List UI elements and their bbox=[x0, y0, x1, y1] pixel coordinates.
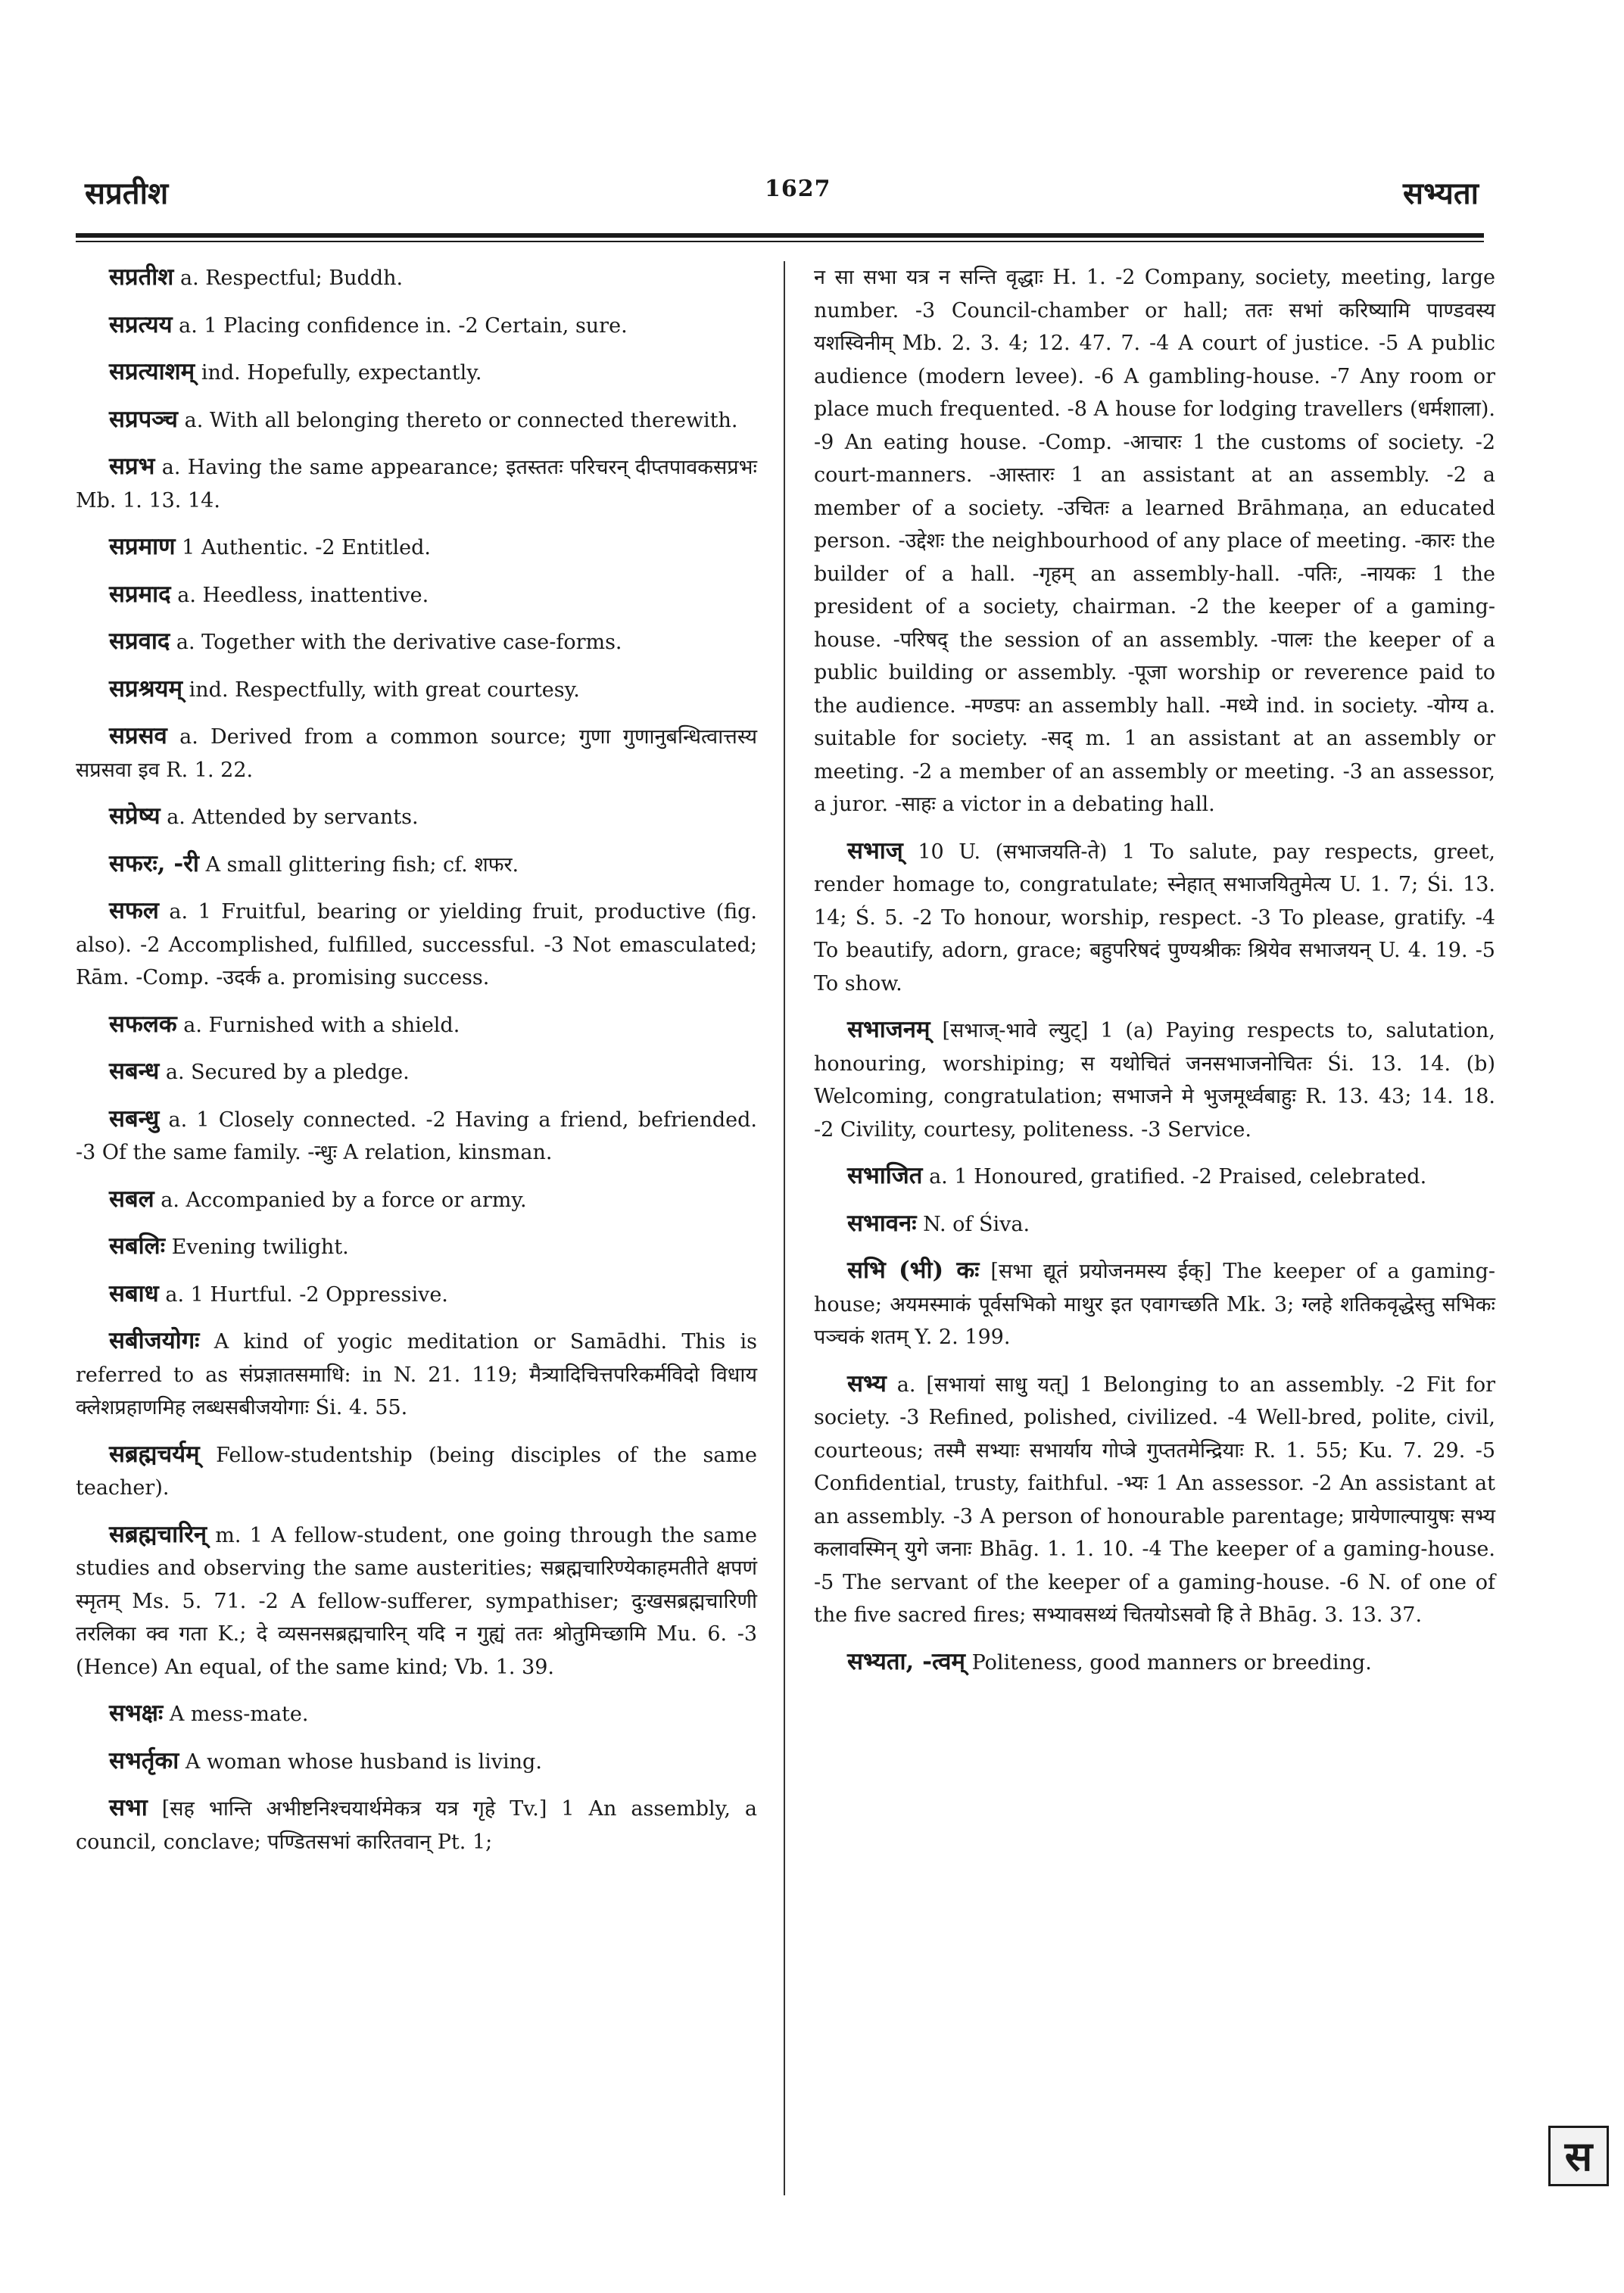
entry-definition: [सभा द्यूतं प्रयोजनमस्य ईक्] The keeper of a gaming-house; अयमस्माकं पूर्वसभिको माथुर इत एवागच्छति Mk. 3; ग्लहे शतिकवृद्धेस्तु सभिकः पञ्चकं शतम् Y. 2. 199. bbox=[814, 1260, 1495, 1349]
entry-definition: a. Secured by a pledge. bbox=[165, 1061, 410, 1084]
entry-headword: सभाजनम् bbox=[847, 1016, 930, 1043]
entry-definition: m. 1 A fellow-student, one going through the same studies and observing the same austerities; सब्रह्मचारिण्येकाहमतीते क्षपणं स्मृतम् Ms. 5. 71. -2 A fellow-sufferer, sympathiser; दुःखसब्रह्मचारिणी तरलिका क्व गता K.; दे व्यसनसब्रह्मचारिन् यदि न गुह्यं ततः श्रोतुमिच्छामि Mu. 6. -3 (Hence) An equal, of the same kind; Vb. 1. 39. bbox=[76, 1523, 757, 1679]
entry-definition: न सा सभा यत्र न सन्ति वृद्धाः H. 1. -2 Company, society, meeting, large number. -3 Council-chamber or hall; ततः सभां करिष्यामि पाण्डवस्य यशस्विनीम् Mb. 2. 3. 4; 12. 47. 7. -4 A court of justice. -5 A public audience (modern levee). -6 A gambling-house. -7 Any room or place much frequented. -8 A house for lodging travellers (धर्मशाला). -9 An eating house. -Comp. -आचारः 1 the customs of society. -2 court-manners. -आस्तारः 1 an assistant at an assembly. -2 a member of a society. -उचितः a learned Brāhmaṇa, an educated person. -उद्देशः the neighbourhood of any place of meeting. -कारः the builder of a hall. -गृहम् an assembly-hall. -पतिः, -नायकः 1 the president of a society, chairman. -2 the keeper of a gaming-house. -परिषद् the session of an assembly. -पालः the keeper of a public building or assembly. -पूजा worship or reverence paid to the audience. -मण्डपः an assembly hall. -मध्ये ind. in society. -योग्य a. suitable for society. -सद् m. 1 an assistant at an assembly or meeting. -2 a member of an assembly or meeting. -3 an assessor, a juror. -साहः a victor in a debating hall. bbox=[814, 266, 1495, 816]
entry-headword: सप्रत्याशम् bbox=[109, 358, 195, 385]
dictionary-entry bbox=[76, 1792, 757, 1858]
dictionary-entry bbox=[814, 1160, 1495, 1194]
entry-definition: a. Heedless, inattentive. bbox=[177, 583, 429, 607]
dictionary-entry bbox=[814, 1207, 1495, 1242]
entry-definition: a. 1 Honoured, gratified. -2 Praised, celebrated. bbox=[929, 1165, 1427, 1189]
entry-headword: सबलिः bbox=[109, 1232, 165, 1260]
dictionary-entry bbox=[814, 1646, 1495, 1680]
entry-definition: a. Accompanied by a force or army. bbox=[161, 1188, 527, 1212]
entry-headword: सभाजित bbox=[847, 1162, 923, 1189]
entry-definition: a. 1 Hurtful. -2 Oppressive. bbox=[165, 1282, 448, 1307]
entry-headword: सफरः, -री bbox=[109, 849, 199, 877]
entry-definition: A mess-mate. bbox=[169, 1703, 309, 1726]
dictionary-entry bbox=[76, 450, 757, 517]
dictionary-entry bbox=[76, 625, 757, 659]
entry-definition: a. 1 Fruitful, bearing or yielding fruit, productive (fig. also). -2 Accomplished, fulfilled, successful. -3 Not emasculated; Rām. -Comp. -उदर्क a. promising success. bbox=[76, 900, 757, 989]
entry-headword: सप्रेष्य bbox=[109, 802, 161, 830]
entry-definition: A woman whose husband is living. bbox=[185, 1749, 542, 1774]
entry-headword: सभर्तृका bbox=[109, 1746, 179, 1774]
dictionary-entry bbox=[814, 261, 1495, 821]
entry-definition: [सह भान्ति अभीष्टनिश्चयार्थमेकत्र यत्र गृहे Tv.] 1 An assembly, a council, conclave; पण्डितसभां कारितवान् Pt. 1; bbox=[76, 1797, 757, 1854]
entry-headword: सप्रमाद bbox=[109, 580, 171, 608]
page-number: 1627 bbox=[765, 176, 831, 202]
dictionary-entry bbox=[76, 261, 757, 295]
entry-definition: N. of Śiva. bbox=[923, 1212, 1030, 1236]
entry-headword: सभि (भी) कः bbox=[847, 1257, 980, 1284]
entry-headword: सभक्षः bbox=[109, 1699, 164, 1727]
entry-headword: सफलक bbox=[109, 1010, 177, 1038]
dictionary-entry bbox=[76, 578, 757, 612]
entry-headword: सप्रभ bbox=[109, 453, 155, 480]
entry-definition: 1 Authentic. -2 Entitled. bbox=[182, 536, 431, 559]
entry-definition: a. 1 Closely connected. -2 Having a friend, befriended. -3 Of the same family. -न्धुः A relation, kinsman. bbox=[76, 1108, 757, 1164]
entry-definition: Evening twilight. bbox=[171, 1235, 349, 1259]
dictionary-entry bbox=[76, 309, 757, 343]
dictionary-entry bbox=[76, 531, 757, 565]
entry-headword: सप्रश्रयम् bbox=[109, 675, 183, 703]
entry-definition: Politeness, good manners or breeding. bbox=[971, 1650, 1372, 1675]
entry-definition: ind. Respectfully, with great courtesy. bbox=[189, 678, 580, 702]
dictionary-entry bbox=[76, 1519, 757, 1684]
entry-definition: Fellow-studentship (being disciples of the same teacher). bbox=[76, 1443, 757, 1500]
entry-headword: सबाध bbox=[109, 1279, 159, 1307]
dictionary-entry bbox=[814, 1368, 1495, 1632]
entry-headword: सप्रतीश bbox=[109, 263, 174, 291]
entry-headword: सफल bbox=[109, 897, 159, 924]
dictionary-entry bbox=[76, 1325, 757, 1425]
entry-headword: सभाज् bbox=[847, 837, 903, 865]
entry-headword: सबल bbox=[109, 1185, 154, 1213]
dictionary-entry bbox=[814, 1254, 1495, 1354]
dictionary-entry bbox=[76, 720, 757, 787]
entry-definition: [सभाज्-भावे ल्युट्] 1 (a) Paying respects to, salutation, honouring, worshiping; स यथोचितं जनसभाजनोचितः Śi. 13. 14. (b) Welcoming, congratulation; सभाजने मे भुजमूर्ध्वबाहुः R. 13. 43; 14. 18. -2 Civility, courtesy, politeness. -3 Service. bbox=[814, 1019, 1495, 1142]
entry-headword: सप्रपञ्च bbox=[109, 405, 178, 433]
entry-definition: a. Having the same appearance; इतस्ततः परिचरन् दीप्तपावकसप्रभः Mb. 1. 13. 14. bbox=[76, 456, 757, 512]
entry-definition: a. Derived from a common source; गुणा गुणानुबन्धित्वात्तस्य सप्रसवा इव R. 1. 22. bbox=[76, 725, 758, 782]
header-rule-thin bbox=[76, 241, 1484, 242]
dictionary-entry bbox=[76, 1103, 757, 1170]
entry-definition: 10 U. (सभाजयति-ते) 1 To salute, pay respects, greet, render homage to, congratulate; स्नेहात् सभाजयितुमेत्य U. 1. 7; Śi. 13. 14; Ś. 5. -2 To honour, worship, respect. -3 To please, gratify. -4 To beautify, adorn, grace; बहुपरिषदं पुण्यश्रीकः श्रियेव सभाजयन् U. 4. 19. -5 To show. bbox=[814, 840, 1495, 995]
entry-headword: सभावनः bbox=[847, 1209, 917, 1237]
entry-definition: a. [सभायां साधु यत्] 1 Belonging to an assembly. -2 Fit for society. -3 Refined, polished, civilized. -4 Well-bred, polite, civil, courteous; तस्मै सभ्याः सभार्याय गोप्त्रे गुप्ततमेन्द्रियाः R. 1. 55; Ku. 7. 29. -5 Confidential, trusty, faithful. -भ्यः 1 An assessor. -2 An assistant at an assembly. -3 A person of honourable parentage; प्रायेणाल्पायुषः सभ्य कलावस्मिन् युगे जनाः Bhāg. 1. 1. 10. -4 The keeper of a gaming-house. -5 The servant of the keeper of a gaming-house. -6 N. of one of the five sacred fires; सभ्यावसथ्यं चितयोऽसवो हि ते Bhāg. 3. 13. 37. bbox=[814, 1372, 1495, 1627]
dictionary-entry bbox=[76, 800, 757, 834]
entry-headword: सबन्धु bbox=[109, 1104, 160, 1132]
entry-headword: सप्रमाण bbox=[109, 533, 176, 560]
left-column bbox=[76, 261, 757, 1872]
dictionary-entry bbox=[76, 848, 757, 882]
dictionary-entry bbox=[76, 356, 757, 390]
entry-headword: सभ्य bbox=[847, 1369, 887, 1397]
entry-definition: ind. Hopefully, expectantly. bbox=[201, 361, 482, 385]
header-first-word: सप्रतीश bbox=[85, 176, 169, 211]
dictionary-entry bbox=[76, 1745, 757, 1779]
dictionary-entry bbox=[76, 1008, 757, 1042]
column-divider bbox=[784, 261, 785, 2195]
dictionary-entry bbox=[814, 1014, 1495, 1146]
dictionary-entry bbox=[76, 1697, 757, 1731]
dictionary-entry bbox=[76, 403, 757, 438]
dictionary-entry bbox=[76, 1278, 757, 1312]
thumb-index-tab: स bbox=[1548, 2126, 1609, 2186]
entry-headword: सभ्यता, -त्वम् bbox=[847, 1647, 965, 1675]
entry-definition: a. Attended by servants. bbox=[167, 805, 419, 829]
page-header bbox=[0, 165, 1624, 218]
right-column bbox=[814, 261, 1495, 1693]
entry-definition: a. 1 Placing confidence in. -2 Certain, sure. bbox=[179, 313, 628, 338]
entry-definition: a. Furnished with a shield. bbox=[183, 1013, 460, 1037]
entry-headword: सप्रवाद bbox=[109, 628, 170, 655]
entry-headword: सप्रसव bbox=[109, 722, 167, 749]
entry-headword: सभा bbox=[109, 1794, 148, 1821]
header-last-word: सभ्यता bbox=[1402, 176, 1479, 211]
dictionary-entry bbox=[76, 1438, 757, 1505]
entry-headword: सब्रह्मचारिन् bbox=[109, 1520, 207, 1548]
header-rule-thick bbox=[76, 233, 1484, 238]
entry-headword: सबीजयोगः bbox=[109, 1327, 200, 1354]
dictionary-entry bbox=[76, 1055, 757, 1089]
entry-headword: सबन्ध bbox=[109, 1058, 160, 1085]
entry-definition: a. Respectful; Buddh. bbox=[179, 266, 404, 290]
entry-headword: सब्रह्मचर्यम् bbox=[109, 1440, 200, 1468]
dictionary-entry bbox=[76, 673, 757, 707]
dictionary-entry bbox=[76, 895, 757, 995]
dictionary-entry bbox=[76, 1183, 757, 1217]
dictionary-entry bbox=[76, 1230, 757, 1264]
entry-definition: a. With all belonging thereto or connected therewith. bbox=[184, 408, 738, 432]
entry-headword: सप्रत्यय bbox=[109, 310, 173, 338]
entry-definition: A kind of yogic meditation or Samādhi. This is referred to as संप्रज्ञातसमाधि: in N. 21. 119; मैत्र्यादिचित्तपरिकर्मविदो विधाय क्लेशप्रहाणमिह लब्धसबीजयोगाः Śi. 4. 55. bbox=[76, 1330, 757, 1419]
entry-definition: A small glittering fish; cf. शफर. bbox=[205, 852, 519, 877]
entry-definition: a. Together with the derivative case-forms. bbox=[176, 631, 622, 654]
dictionary-entry bbox=[814, 835, 1495, 1001]
